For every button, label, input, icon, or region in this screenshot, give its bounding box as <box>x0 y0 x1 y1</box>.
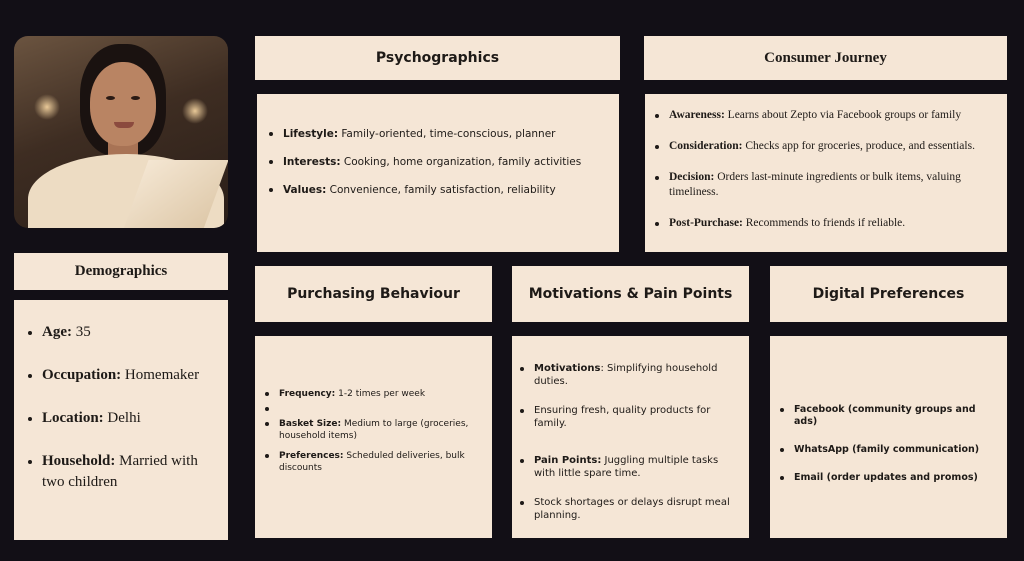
journey-header <box>644 36 1007 80</box>
journey-list <box>655 108 993 231</box>
list-item: Basket Size: Medium to large (groceries, household items) <box>265 418 482 442</box>
digital-title: Digital Preferences <box>812 286 965 302</box>
list-item: Preferences: Scheduled deliveries, bulk discounts <box>265 450 482 474</box>
mouth <box>114 122 134 128</box>
lamp-glow <box>34 94 60 120</box>
list-item: Facebook (community groups and ads) <box>780 404 997 428</box>
purchasing-title: Purchasing Behaviour <box>287 286 460 302</box>
list-item: Ensuring fresh, quality products for family. <box>520 404 741 430</box>
purchasing-panel <box>255 336 492 538</box>
demographics-panel <box>14 300 228 540</box>
list-item: Values: Convenience, family satisfaction, reliability <box>269 184 607 196</box>
purchasing-list <box>265 388 482 474</box>
list-item: Awareness: Learns about Zepto via Facebook groups or family <box>655 108 993 123</box>
journey-title: Consumer Journey <box>764 49 887 66</box>
motivations-header <box>512 266 749 322</box>
list-item: Location: Delhi <box>28 408 216 429</box>
list-item: WhatsApp (family communication) <box>780 444 997 456</box>
motivations-title: Motivations & Pain Points <box>528 286 733 302</box>
list-item: Pain Points: Juggling multiple tasks with little spare time. <box>520 454 741 480</box>
list-item: Lifestyle: Family-oriented, time-conscious, planner <box>269 128 607 140</box>
demographics-header <box>14 253 228 290</box>
face <box>90 62 156 146</box>
purchasing-header <box>255 266 492 322</box>
list-item: Age: 35 <box>28 322 216 343</box>
list-item: Post-Purchase: Recommends to friends if reliable. <box>655 216 993 231</box>
psychographics-list <box>269 128 607 196</box>
list-item: Motivations: Simplifying household duties. <box>520 362 741 388</box>
journey-panel <box>645 94 1007 252</box>
list-item: Interests: Cooking, home organization, family activities <box>269 156 607 168</box>
list-item: Stock shortages or delays disrupt meal planning. <box>520 496 741 522</box>
digital-header <box>770 266 1007 322</box>
digital-panel <box>770 336 1007 538</box>
psychographics-title: Psychographics <box>375 50 500 66</box>
list-item: Household: Married with two children <box>28 451 216 493</box>
list-item: Consideration: Checks app for groceries, produce, and essentials. <box>655 139 993 154</box>
list-item: Occupation: Homemaker <box>28 365 216 386</box>
list-item <box>265 403 482 415</box>
eye <box>106 96 115 100</box>
list-item: Frequency: 1-2 times per week <box>265 388 482 400</box>
motivations-list <box>520 362 741 522</box>
psychographics-header <box>255 36 620 80</box>
demographics-title: Demographics <box>74 263 168 279</box>
list-item: Decision: Orders last-minute ingredients or bulk items, valuing timeliness. <box>655 170 993 200</box>
demographics-list <box>28 322 216 493</box>
list-item: Email (order updates and promos) <box>780 472 997 484</box>
persona-photo <box>14 36 228 228</box>
psychographics-panel <box>257 94 619 252</box>
lamp-glow <box>182 98 208 124</box>
motivations-panel <box>512 336 749 538</box>
digital-list <box>780 404 997 484</box>
eye <box>131 96 140 100</box>
